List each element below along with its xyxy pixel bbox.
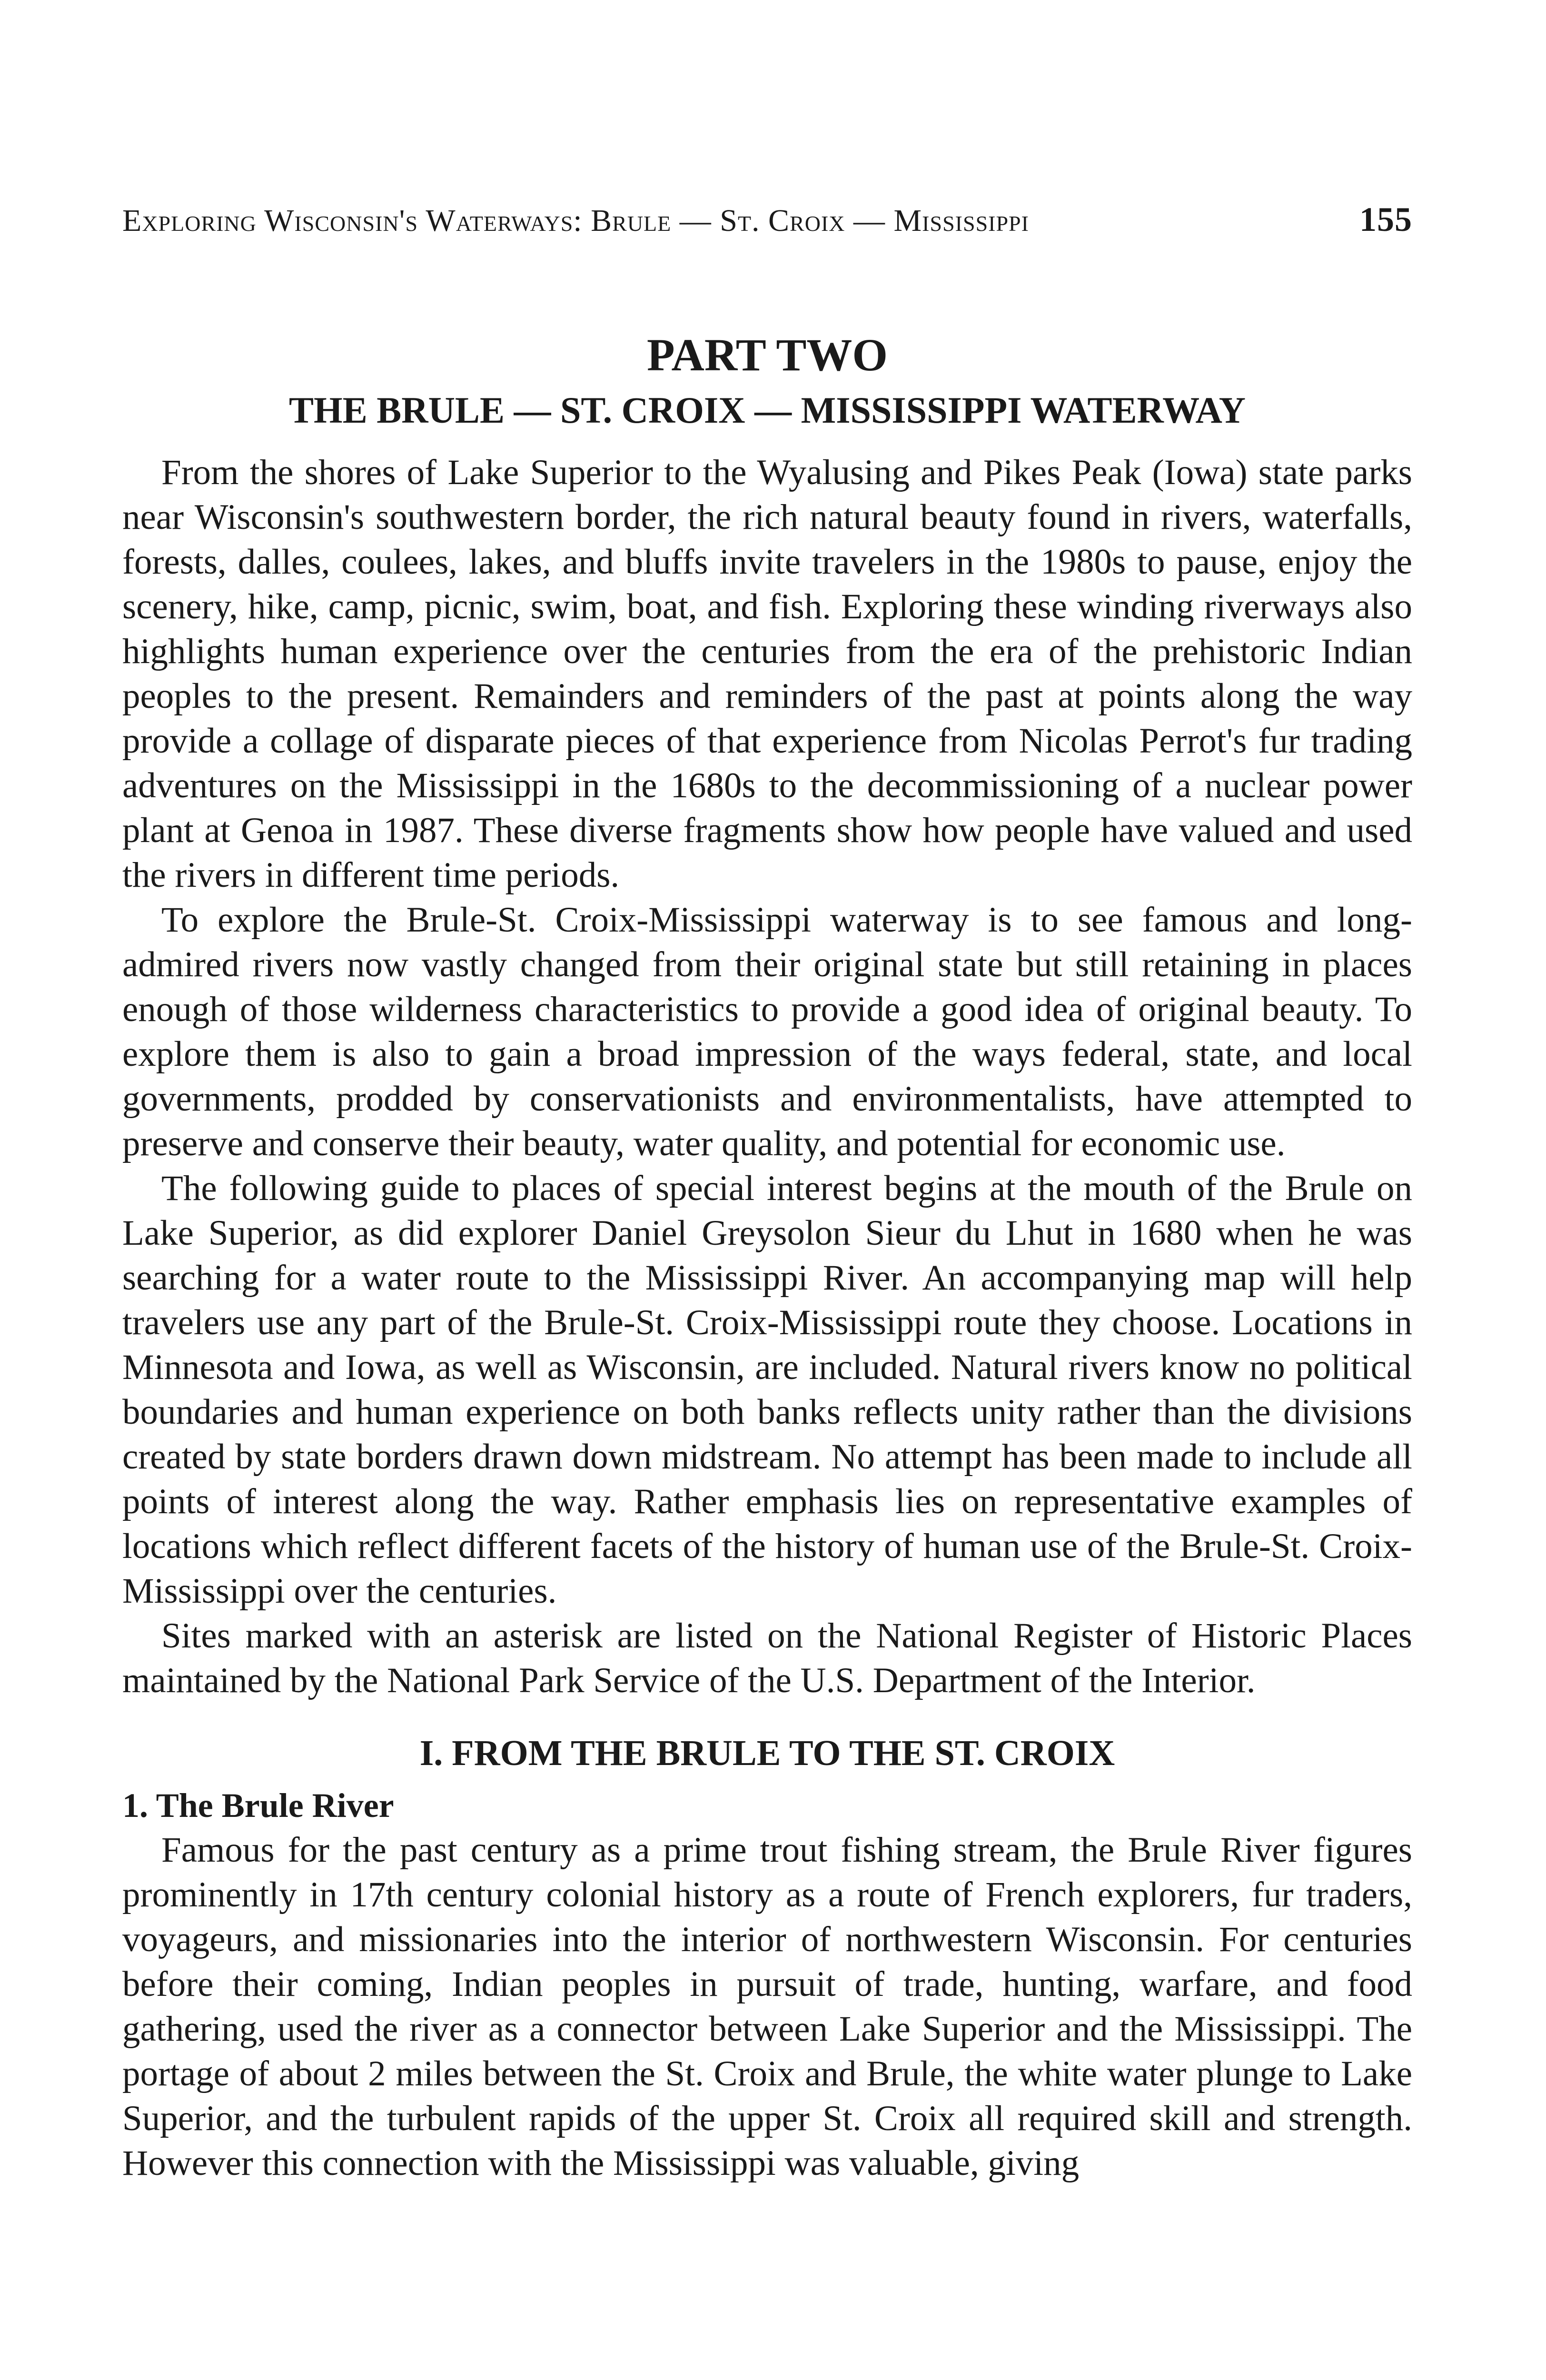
part-subtitle: THE BRULE — ST. CROIX — MISSISSIPPI WATERWAY — [289, 389, 1246, 431]
intro-paragraph-2: To explore the Brule-St. Croix-Mississippi waterway is to see famous and long-admired rivers now vastly changed from their original state but still retaining in places enough of those wilderness characteristics to provide a good idea of original beauty. To explore them is also to gain a broad impression of the ways federal, state, and local governments, prodded by conservationists and environmentalists, have attempted to preserve and conserve their beauty, water quality, and potential for economic use. — [122, 900, 1412, 1164]
page-number: 155 — [1359, 200, 1412, 238]
book-page — [122, 200, 1412, 2186]
running-head-title: Exploring Wisconsin's Waterways: Brule — St. Croix — Mississippi — [122, 203, 1029, 238]
section-heading: I. FROM THE BRULE TO THE ST. CROIX — [419, 1733, 1115, 1774]
subsection-heading: 1. The Brule River — [122, 1786, 394, 1825]
running-head — [122, 200, 1412, 239]
subsection-paragraph: Famous for the past century as a prime trout fishing stream, the Brule River figures prominently in 17th century colonial history as a route of French explorers, fur traders, voyageurs, and missionaries into the interior of northwestern Wisconsin. For centuries before their coming, Indian peoples in pursuit of trade, hunting, warfare, and food gathering, used the river as a connector between Lake Superior and the Mississippi. The portage of about 2 miles between the St. Croix and Brule, the white water plunge to Lake Superior, and the turbulent rapids of the upper St. Croix all required skill and strength. However this connection with the Mississippi was valuable, giving — [122, 1830, 1412, 2183]
intro-paragraph-1: From the shores of Lake Superior to the Wyalusing and Pikes Peak (Iowa) state parks near Wisconsin's southwestern border, the rich natural beauty found in rivers, waterfalls, forests, dalles, coulees, lakes, and bluffs invite travelers in the 1980s to pause, enjoy the scenery, hike, camp, picnic, swim, boat, and fish. Exploring these winding riverways also highlights human experience over the centuries from the era of the prehistoric Indian peoples to the present. Remainders and reminders of the past at points along the way provide a collage of disparate pieces of that experience from Nicolas Perrot's fur trading adventures on the Mississippi in the 1680s to the decommissioning of a nuclear power plant at Genoa in 1987. These diverse fragments show how people have valued and used the rivers in different time periods. — [122, 453, 1412, 895]
intro-paragraph-4: Sites marked with an asterisk are listed on the National Register of Historic Places maintained by the National Park Service of the U.S. Department of the Interior. — [122, 1616, 1412, 1701]
part-title: PART TWO — [646, 329, 888, 380]
intro-paragraph-3: The following guide to places of special interest begins at the mouth of the Brule on Lake Superior, as did explorer Daniel Greysolon Sieur du Lhut in 1680 when he was searching for a water route to the Mississippi River. An accompanying map will help travelers use any part of the Brule-St. Croix-Mississippi route they choose. Locations in Minnesota and Iowa, as well as Wisconsin, are included. Natural rivers know no political boundaries and human experience on both banks reflects unity rather than the divisions created by state borders drawn down midstream. No attempt has been made to include all points of interest along the way. Rather emphasis lies on representative examples of locations which reflect different facets of the history of human use of the Brule-St. Croix-Mississippi over the centuries. — [122, 1169, 1412, 1611]
